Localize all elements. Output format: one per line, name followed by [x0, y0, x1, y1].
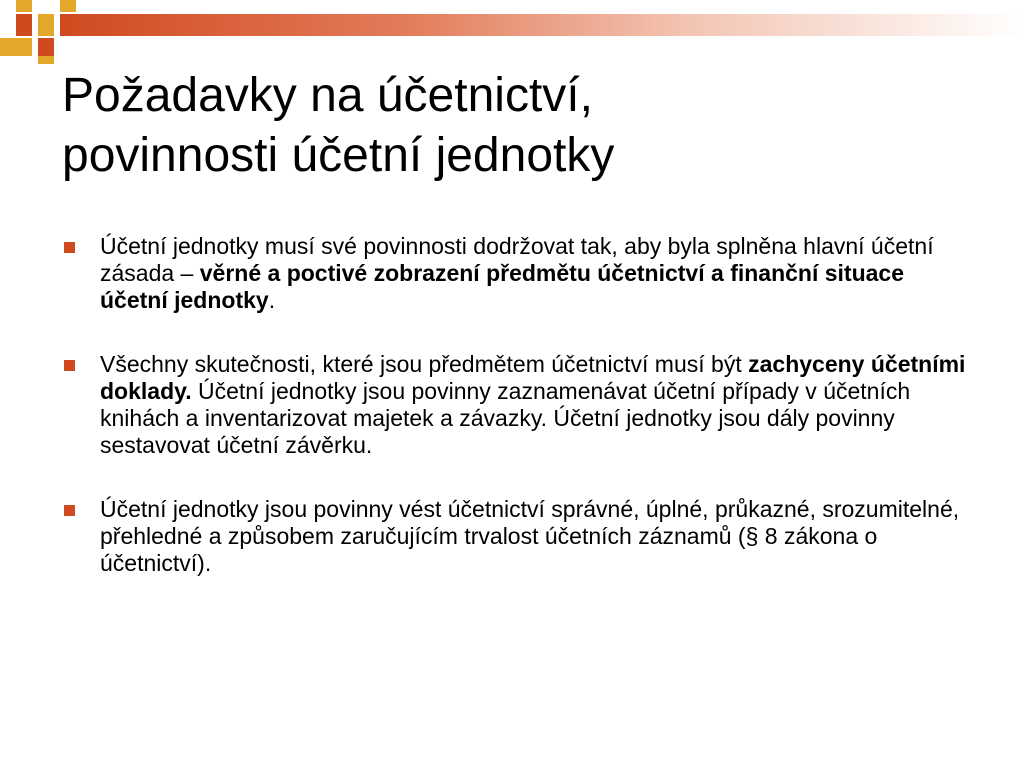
square-bullet-icon [64, 242, 75, 253]
list-item [62, 233, 972, 314]
bullet-text-bold: věrné a poctivé zobrazení předmětu účetnictví a finanční situace účetní jednotky [100, 260, 905, 313]
ornament-square [0, 38, 16, 56]
square-bullet-icon [64, 360, 75, 371]
slide-title [62, 66, 962, 186]
bullet-text: Účetní jednotky jsou povinny vést účetnictví správné, úplné, průkazné, srozumitelné, přehledné a způsobem zaručujícím trvalost účetních záznamů (§ 8 zákona o účetnictví). [100, 496, 960, 576]
slide-title-line-1: Požadavky na účetnictví, [62, 69, 593, 122]
ornament-square [16, 38, 32, 56]
ornament-square [38, 38, 54, 56]
ornament-square [60, 0, 76, 12]
ornament-square [38, 56, 54, 64]
header-gradient-bar [60, 14, 1024, 36]
square-bullet-icon [64, 505, 75, 516]
list-item [62, 496, 972, 577]
list-item [62, 351, 972, 459]
ornament-square [16, 14, 32, 36]
bullet-text: Účetní jednotky jsou povinny zaznamenávat účetní případy v účetních knihách a inventarizovat majetek a závazky. Účetní jednotky jsou dály povinny sestavovat účetní závěrku. [100, 378, 911, 458]
slide-title-line-2: povinnosti účetní jednotky [62, 129, 615, 182]
ornament-square [16, 0, 32, 12]
bullet-text: . [268, 287, 276, 313]
bullet-text: Účetní jednotky musí své povinnosti dodržovat tak, aby byla splněna hlavní účetní zásada – [100, 233, 934, 286]
bullet-list [62, 233, 972, 577]
bullet-text: Všechny skutečnosti, které jsou předmětem účetnictví musí být [100, 351, 749, 377]
bullet-text-bold: zachyceny účetními doklady. [100, 351, 966, 404]
ornament-square [38, 14, 54, 36]
